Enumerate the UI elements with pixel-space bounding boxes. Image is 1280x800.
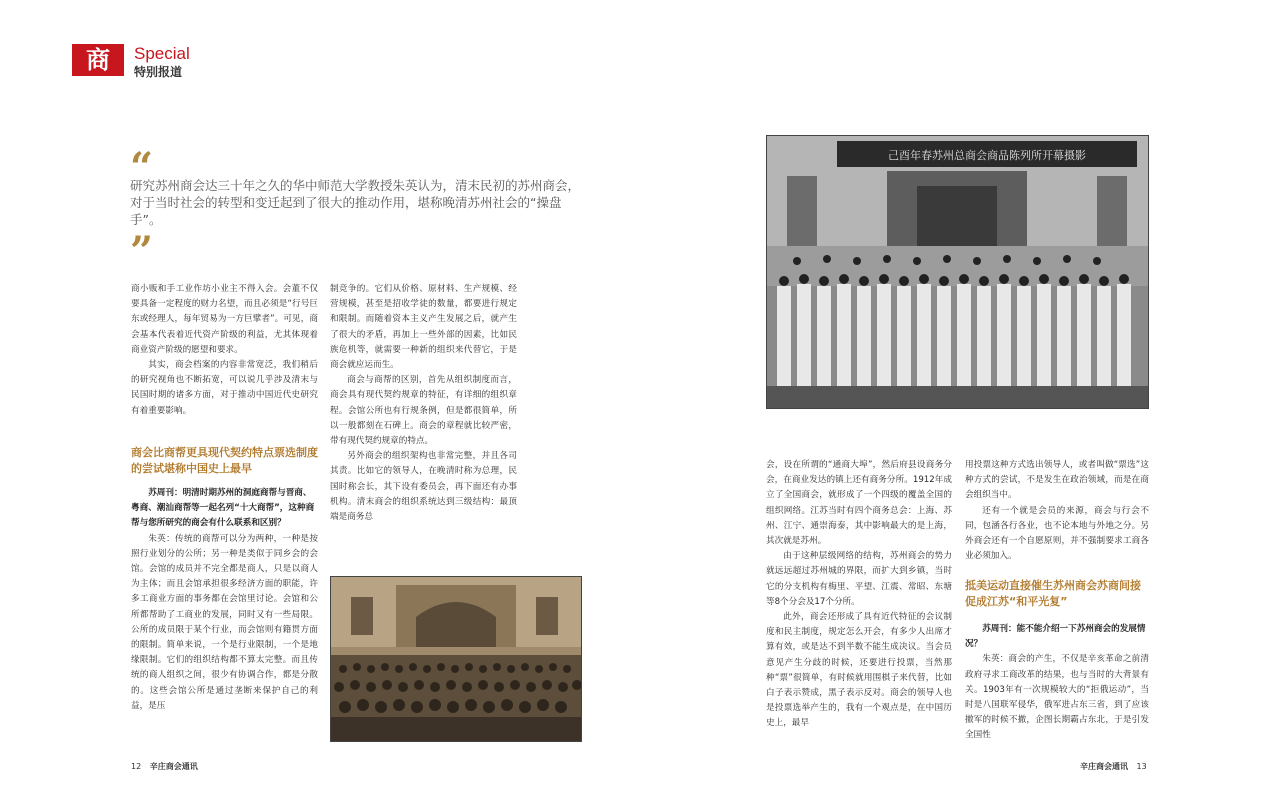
interview-question-1: 苏周刊：明清时期苏州的洞庭商帮与晋商、粤商、潮汕商帮等一起名列“十大商帮”，这种商帮与您所研究的商会有什么联系和区别？ <box>131 488 315 529</box>
section-title-cn: 特别报道 <box>134 65 183 79</box>
col2-paragraph-3: 另外商会的组织架构也非常完整，并且各司其责。比如它的领导人，在晚清时称为总理，民国时称会长，其下设有委员会，再下面还有办事机构。清末商会的组织系统达到三级结构：最顶端是商务总 <box>330 451 517 523</box>
historical-photo-group-1 <box>330 576 582 742</box>
pull-quote: 研究苏州商会达三十年之久的华中师范大学教授朱英认为，清末民初的苏州商会，对于当时社会的转型和变迁起到了很大的推动作用，堪称晚清苏州社会的“操盘手”。 <box>130 178 581 227</box>
interview-answer-2: 朱英：商会的产生，不仅是辛亥革命之前清政府寻求工商改革的结果，也与当时的大背景有关。1903年有一次规模较大的“拒俄运动”，当时是八国联军侵华，俄军进占东三省，到了应该撤军的时候不撤，企图长期霸占东北，于是引发全国性 <box>965 654 1149 741</box>
column-2 <box>330 282 517 525</box>
section-logo: 商 <box>72 44 124 76</box>
publication-title-left: 辛庄商会通讯 <box>149 762 198 771</box>
section-heading-1: 商会比商帮更具现代契约特点票选制度的尝试堪称中国史上最早 <box>131 446 318 475</box>
col1-paragraph-1: 商小贩和手工业作坊小业主不得入会。会董不仅要具备一定程度的财力名望，而且必须是“行号巨东或经理人，每年贸易为一方巨擘者”。可见，商会基本代表着近代资产阶级的利益，尤其体现着商业资产阶级的愿望和要求。 <box>131 284 318 355</box>
footer-right <box>1080 761 1147 772</box>
col4-paragraph-2: 还有一个就是会员的来源，商会与行会不同，包涵各行各业，也不论本地与外地之分。另外商会还有一个自愿原则，并不强制要求工商各业必须加入。 <box>965 505 1149 562</box>
open-quote-mark: “ <box>130 144 154 191</box>
close-quote-mark: ” <box>130 228 154 275</box>
interview-block-2 <box>965 622 1149 744</box>
interview-answer-1: 朱英：传统的商帮可以分为两种，一种是按照行业划分的公所；另一种是类似于同乡会的会馆。会馆的成员并不完全都是商人，只是以商人为主体；而且会馆承担很多经济方面的职能，许多工商业方面的事务都在会馆里讨论。会馆和公所都帮助了工商业的发展，同时又有一些局限。公所的成员限于某个行业，而会馆则有籍贯方面的限制。简单来说，一个是行业限制，一个是地缘限制。它们的组织结构都不算太完整。而且传统的商人组织之间，很少有协调合作，都是分散的。这些会馆公所是通过垄断来保护自己的利益，是压 <box>131 533 318 711</box>
footer-left <box>131 761 198 772</box>
col3-paragraph-2: 由于这种层级网络的结构，苏州商会的势力就远远超过苏州城的界限，而扩大到乡镇，当时它的分支机构有梅里、平望、江震、常昭、东塘等8个分会及17个分所。 <box>766 551 952 607</box>
column-3 <box>766 458 952 732</box>
section-heading-2: 抵美运动直接催生苏州商会苏商间接促成江苏“和平光复” <box>965 579 1141 608</box>
section-title-en: Special <box>134 44 190 63</box>
column-1 <box>131 282 318 419</box>
photo-banner-text: 己酉年春苏州总商会商品陈列所开幕摄影 <box>888 149 1086 162</box>
historical-photo-group-2 <box>766 135 1149 409</box>
photo-illustration-1 <box>331 577 581 741</box>
col2-paragraph-2: 商会与商帮的区别，首先从组织制度而言，商会具有现代契约规章的特征，有详细的组织章程。会馆公所也有行规条例，但是都很简单，所以一般都刻在石碑上。商会的章程就比较严密，带有现代契约规章的特点。 <box>330 375 517 447</box>
interview-question-2: 苏周刊：能不能介绍一下苏州商会的发展情况？ <box>965 624 1146 650</box>
col1-paragraph-2: 其实，商会档案的内容非常宽泛，我们稍后的研究视角也不断拓宽，可以说几乎涉及清末与民国时期的诸多方面，对于推动中国近代史研究有着重要影响。 <box>131 360 318 416</box>
photo-illustration-2 <box>767 136 1148 408</box>
page-number-right: 13 <box>1136 762 1147 771</box>
col3-paragraph-3: 此外，商会还形成了具有近代特征的会议制度和民主制度，规定怎么开会，有多少人出席才算有效，或是达不到半数不能生成决议。当会员意见产生分歧的时候，还要进行投票，当然那种“票”很简单，有时候就用围棋子来代替，比如白子表示赞成，黑子表示反对。商会的领导人也是投票选举产生的，我有一个观点是，在中国历史上，最早 <box>766 612 952 729</box>
col3-paragraph-1: 会，设在所谓的“通商大埠”，然后府县设商务分会，在商业发达的镇上还有商务分所。1912年成立了全国商会，就形成了一个四级的覆盖全国的组织网络。江苏当时有四个商务总会：上海、苏州、江宁、通崇海泰，其中影响最大的是上海，其次就是苏州。 <box>766 460 952 547</box>
page-number-left: 12 <box>131 762 142 771</box>
col4-paragraph-1: 用投票这种方式选出领导人，或者叫做“票选”这种方式的尝试，不是发生在政治领域，而是在商会组织当中。 <box>965 460 1149 501</box>
interview-block-1 <box>131 486 318 714</box>
publication-title-right: 辛庄商会通讯 <box>1080 762 1128 771</box>
col2-paragraph-1: 制竞争的。它们从价格、原材料、生产规模、经营规模，甚至是招收学徒的数量，都要进行规定和限制。而随着资本主义产生发展之后，就产生了很大的矛盾，再加上一些外部的因素，比如民族危机等，就需要一种新的组织来代替它，于是商会就应运而生。 <box>330 284 517 371</box>
column-4 <box>965 458 1149 564</box>
